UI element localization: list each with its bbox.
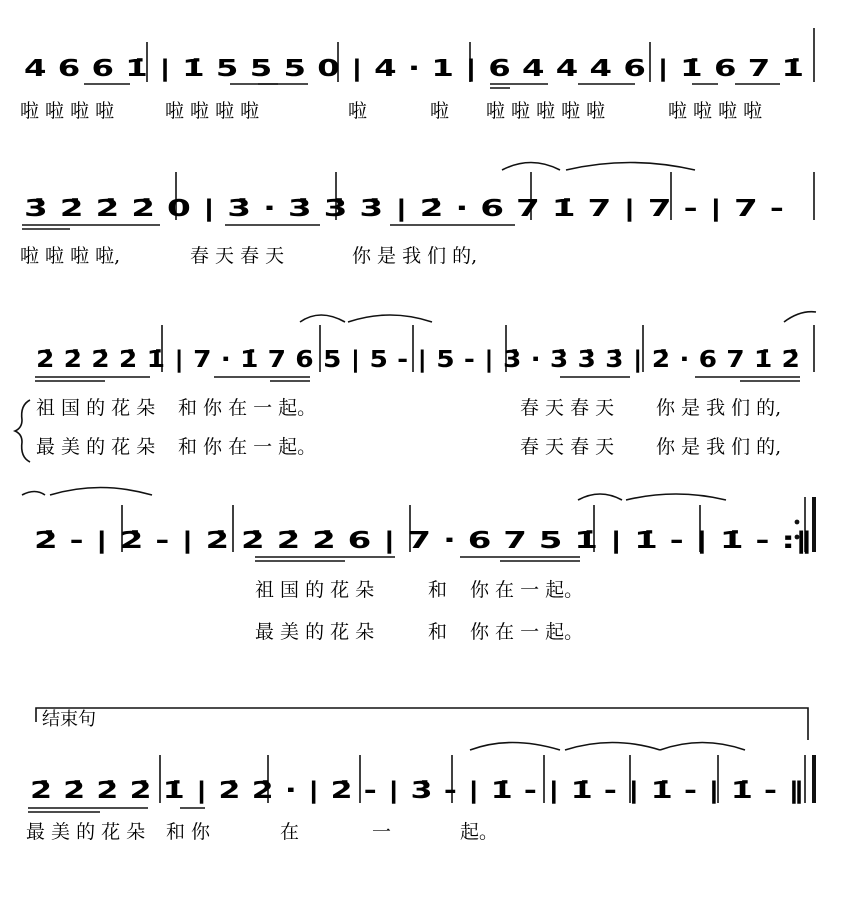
- system-1-notes: 4 6 6 1̇ | 1̇ 5 5 5 0 | 4 · 1 | 6 4 4 4 6 | 1̇ 6 7 1̇: [24, 56, 804, 82]
- lyric-verse2: 和: [428, 621, 448, 643]
- ending-label: 结束句: [42, 709, 96, 730]
- lyric: 啦 啦 啦 啦,: [20, 245, 121, 267]
- lyric-verse1: 和: [428, 579, 448, 601]
- lyric: 啦 啦 啦 啦: [668, 100, 763, 122]
- lyric-verse2: 你 是 我 们 的,: [656, 436, 782, 458]
- lyric: 春 天 春 天: [190, 245, 285, 267]
- system-2-notes: 3̇ 2̇ 2̇ 2̇ 0 | 3̇ · 3̇ 3̇ 3̇ | 2̇ · 6 7 1̇ 7 | 7 - | 7 -: [24, 196, 784, 222]
- lyric: 一: [372, 821, 392, 843]
- lyric: 和 你: [166, 821, 211, 843]
- lyric: 最 美 的 花 朵: [26, 821, 146, 843]
- system-4-notes: 2̇ - | 2̇ - | 2̇ 2̇ 2̇ 2̇ 6 | 7 · 6 7 5 1̇ | 1̇ - | 1̇ - :‖: [34, 528, 812, 554]
- lyric-verse1: 春 天 春 天: [520, 397, 615, 419]
- lyric-verse1: 祖 国 的 花 朵: [36, 397, 156, 419]
- lyric: 啦: [430, 100, 450, 122]
- lyric-verse1: 祖 国 的 花 朵: [255, 579, 375, 601]
- lyric-verse2: 你 在 一 起。: [470, 621, 584, 643]
- system-5-notes: 2̇ 2̇ 2̇ 2̇ 1̇ | 2̇ 2̇ · | 2̇ - | 3̇ - | 1̇ - | 1̇ - | 1̇ - | 1̇ - ‖: [30, 778, 804, 804]
- lyric-verse2: 最 美 的 花 朵: [255, 621, 375, 643]
- system-3-notes: 2̇ 2̇ 2̇ 2̇ 1̇ | 7 · 1̇ 7 6 5 | 5 - | 5 - | 3̇ · 3̇ 3̇ 3̇ | 2̇ · 6 7 1̇ 2̇: [36, 347, 800, 373]
- lyric-verse1: 你 在 一 起。: [470, 579, 584, 601]
- lyric-verse1: 你 是 我 们 的,: [656, 397, 782, 419]
- lyric-verse2: 最 美 的 花 朵: [36, 436, 156, 458]
- lyric: 啦: [348, 100, 368, 122]
- lyric: 起。: [460, 821, 499, 843]
- lyric-verse1: 和 你 在 一 起。: [178, 397, 317, 419]
- lyric: 啦 啦 啦 啦: [20, 100, 115, 122]
- lyric: 在: [280, 821, 300, 843]
- lyric: 你 是 我 们 的,: [352, 245, 478, 267]
- lyric: 啦 啦 啦 啦 啦: [486, 100, 606, 122]
- lyric: 啦 啦 啦 啦: [165, 100, 260, 122]
- lyric-verse2: 和 你 在 一 起。: [178, 436, 317, 458]
- lyric-verse2: 春 天 春 天: [520, 436, 615, 458]
